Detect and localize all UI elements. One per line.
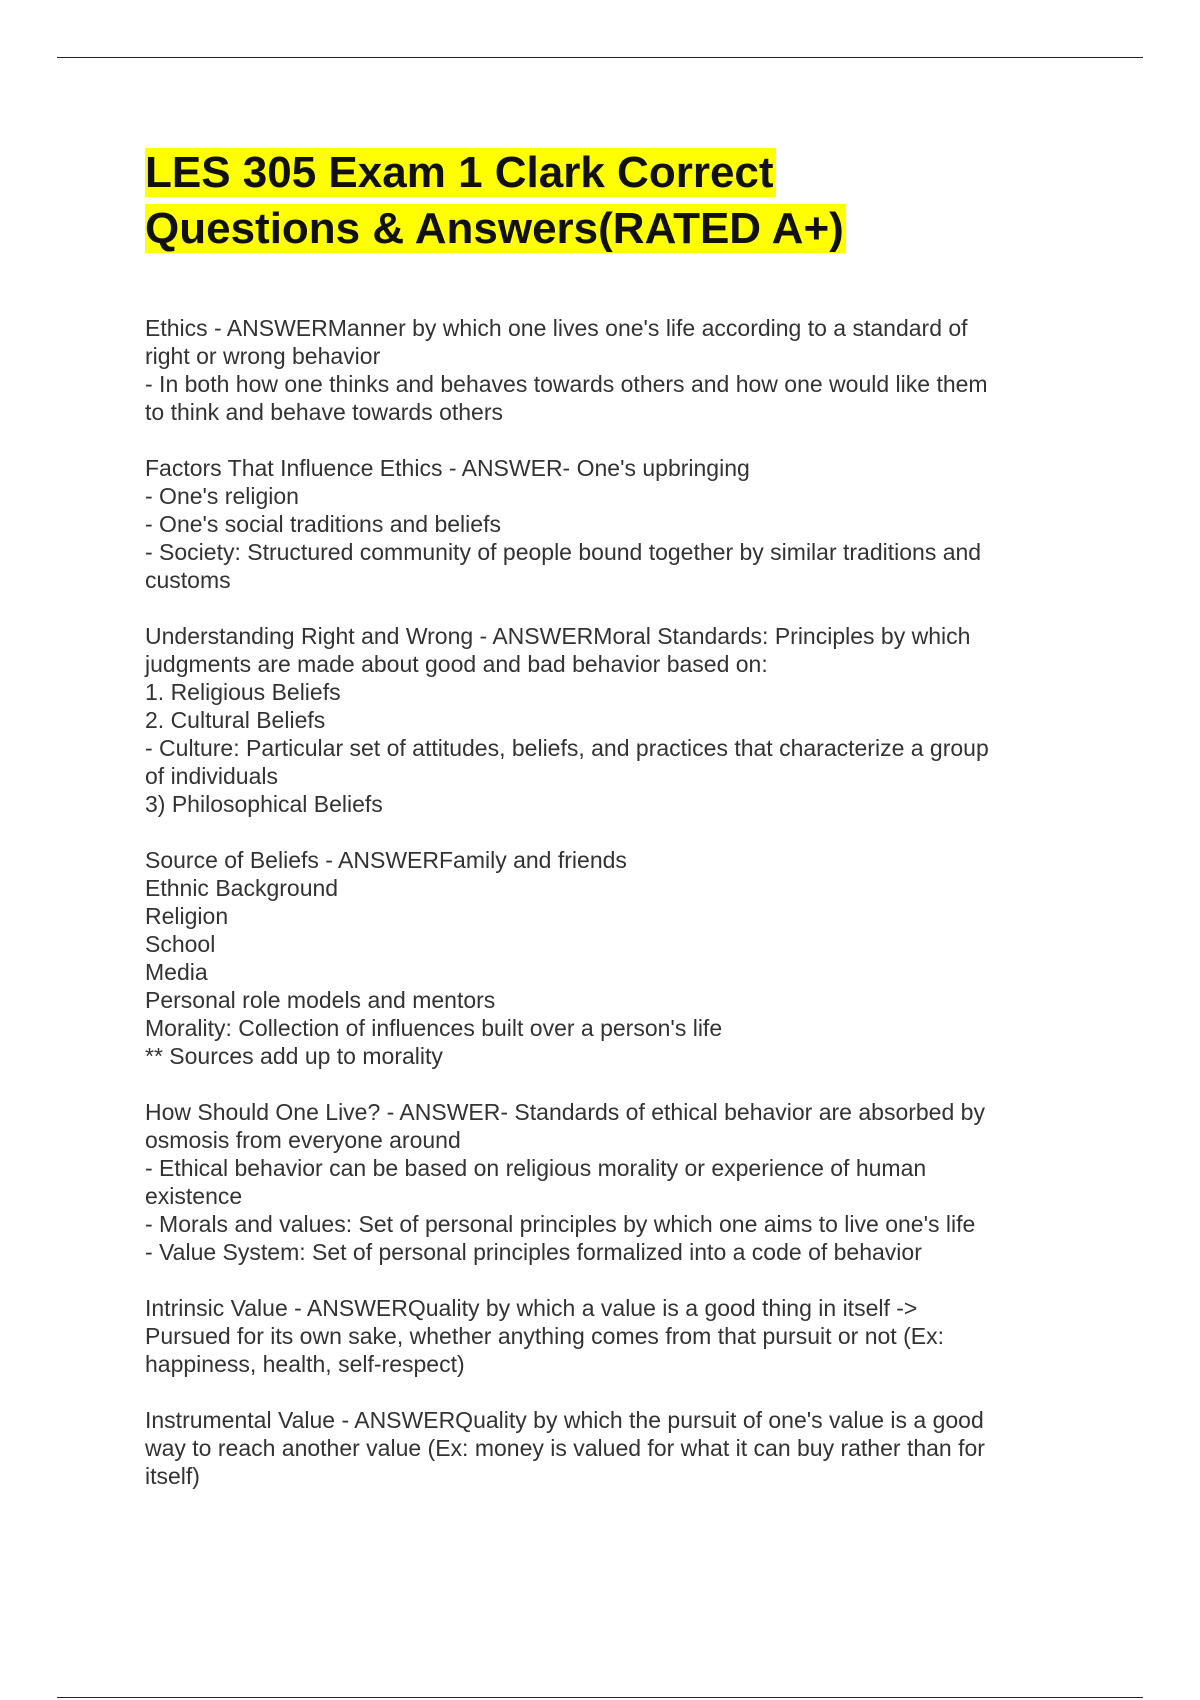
qa-entry-line: Religion — [145, 903, 229, 929]
document-title — [145, 145, 1045, 257]
qa-entry-line: 1. Religious Beliefs — [145, 679, 341, 705]
qa-entry-line: How Should One Live? - ANSWER- Standards of ethical behavior are absorbed by — [145, 1099, 985, 1125]
qa-entry — [145, 846, 1045, 1070]
qa-entry — [145, 314, 1045, 426]
qa-entry-line: 2. Cultural Beliefs — [145, 707, 326, 733]
qa-entry-line: - In both how one thinks and behaves towards others and how one would like them — [145, 371, 988, 397]
qa-entry-line: School — [145, 931, 216, 957]
footer-rule — [57, 1697, 1143, 1698]
qa-entries — [145, 314, 1045, 1490]
qa-entry-line: Ethnic Background — [145, 875, 339, 901]
qa-entry — [145, 454, 1045, 594]
qa-entry-line: Intrinsic Value - ANSWERQuality by which a value is a good thing in itself -> — [145, 1295, 918, 1321]
qa-entry-line: happiness, health, self-respect) — [145, 1351, 465, 1377]
qa-entry-line: Instrumental Value - ANSWERQuality by which the pursuit of one's value is a good — [145, 1407, 984, 1433]
qa-entry-line: - One's social traditions and beliefs — [145, 511, 501, 537]
qa-entry-line: Ethics - ANSWERManner by which one lives one's life according to a standard of — [145, 315, 968, 341]
qa-entry-line: Media — [145, 959, 208, 985]
qa-entry-line: to think and behave towards others — [145, 399, 504, 425]
qa-entry-line: - Society: Structured community of people bound together by similar traditions and — [145, 539, 982, 565]
qa-entry — [145, 1098, 1045, 1266]
qa-entry — [145, 622, 1045, 818]
qa-entry-line: existence — [145, 1183, 243, 1209]
qa-entry-line: - Culture: Particular set of attitudes, beliefs, and practices that characterize a group — [145, 735, 989, 761]
qa-entry-line: - Value System: Set of personal principles formalized into a code of behavior — [145, 1239, 922, 1265]
qa-entry-line: Source of Beliefs - ANSWERFamily and friends — [145, 847, 627, 873]
qa-entry-line: - Ethical behavior can be based on religious morality or experience of human — [145, 1155, 927, 1181]
qa-entry-line: way to reach another value (Ex: money is valued for what it can buy rather than for — [145, 1435, 985, 1461]
qa-entry-line: Morality: Collection of influences built over a person's life — [145, 1015, 723, 1041]
qa-entry-line: Factors That Influence Ethics - ANSWER- One's upbringing — [145, 455, 750, 481]
qa-entry — [145, 1294, 1045, 1378]
qa-entry-line: - Morals and values: Set of personal principles by which one aims to live one's life — [145, 1211, 976, 1237]
qa-entry-line: Personal role models and mentors — [145, 987, 496, 1013]
title-line-1: LES 305 Exam 1 Clark Correct — [145, 148, 774, 197]
qa-entry-line: ** Sources add up to morality — [145, 1043, 443, 1069]
qa-entry-line: judgments are made about good and bad behavior based on: — [145, 651, 768, 677]
title-line-2: Questions & Answers(RATED A+) — [145, 204, 844, 253]
header-rule — [57, 57, 1143, 58]
qa-entry-line: customs — [145, 567, 231, 593]
qa-entry-line: - One's religion — [145, 483, 299, 509]
qa-entry-line: itself) — [145, 1463, 200, 1489]
qa-entry-line: Pursued for its own sake, whether anything comes from that pursuit or not (Ex: — [145, 1323, 944, 1349]
qa-entry — [145, 1406, 1045, 1490]
qa-entry-line: right or wrong behavior — [145, 343, 381, 369]
qa-entry-line: Understanding Right and Wrong - ANSWERMoral Standards: Principles by which — [145, 623, 971, 649]
qa-entry-line: osmosis from everyone around — [145, 1127, 461, 1153]
qa-entry-line: 3) Philosophical Beliefs — [145, 791, 383, 817]
qa-entry-line: of individuals — [145, 763, 278, 789]
document-body — [145, 145, 1045, 1518]
